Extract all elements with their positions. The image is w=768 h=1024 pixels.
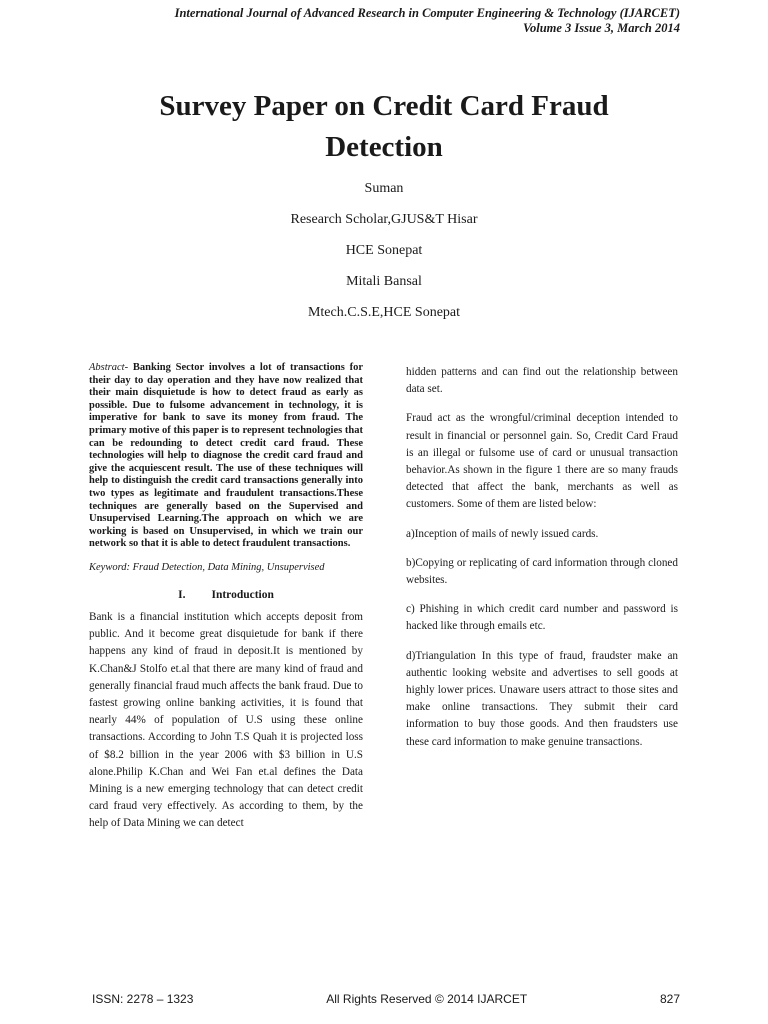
list-item-b: b)Copying or replicating of card information through cloned websites. — [406, 556, 678, 587]
list-item-d: d)Triangulation In this type of fraud, fraudster make an authentic looking website and advertises to sell goods at highly lower prices. Unaware users attract to those sites and make online transactions. They submit their card information to buy those goods. And then fraudsters use these card information to make genuine transactions. — [406, 649, 678, 748]
journal-name: International Journal of Advanced Research in Computer Engineering & Technology (IJARCET) — [174, 6, 680, 20]
title-line-2: Detection — [325, 131, 443, 163]
keywords: Keyword: Fraud Detection, Data Mining, Unsupervised — [89, 561, 325, 573]
paper-title — [84, 86, 684, 168]
abstract-text: Banking Sector involves a lot of transactions for their day to day operation and they have now realized that their main disquietude is how to detect fraud as early as possible. Due to fulsome advancement in technology, it is imperative for bank to save its money from fraud. The primary motive of this paper is to represent technologies that can be redounding to detect credit card fraud. These technologies will help to diagnose the credit card fraud and give the acquiescent result. The use of these techniques will help to distinguish the credit card transactions generally into two types as legitimate and fraudulent transactions.These techniques are generally based on the Supervised and Unsupervised Learning.The approach on which we are working is based on Unsupervised, in which we train our network so that it is able to detect fraudulent transactions. — [89, 362, 363, 550]
section-number: I. — [178, 588, 186, 601]
paragraph-continued: hidden patterns and can find out the relationship between data set. — [406, 366, 678, 396]
author-affiliation-2: Mtech.C.S.E,HCE Sonepat — [307, 305, 461, 320]
section-title: Introduction — [211, 588, 274, 601]
list-item-a: a)Inception of mails of newly issued cards. — [406, 527, 599, 540]
author-affiliation-1a: Research Scholar,GJUS&T Hisar — [290, 212, 478, 227]
author-affiliation-1b: HCE Sonepat — [345, 243, 423, 258]
intro-paragraph: Bank is a financial institution which accepts deposit from public. And it become great disquietude for bank if there happens any kind of fraud in deposit.It is mentioned by K.Chan&J Stolfo et.al that there are many kind of fraud and generally financial fraud much affects the bank fraud. Due to fastest growing online banking activities, it is found that nearly 44% of population of U.S using these online transactions. According to John T.S Quah it is projected loss of $8.2 billion in the year 2006 with $3 billion in U.S alone.Philip K.Chan and Wei Fan et.al defines the Data Mining is a new emerging technology that can detect credit card fraud very effectively. As according to them, by the help of Data Mining we can detect — [89, 610, 363, 830]
left-column — [89, 362, 363, 845]
list-item-c: c) Phishing in which credit card number and password is hacked like through emails etc. — [406, 603, 678, 633]
paragraph-fraud-definition: Fraud act as the wrongful/criminal deception intended to result in financial or personnel gain. So, Credit Card Fraud is an illegal or fulsome use of card or unusual transaction behavior.As shown in the figure 1 there are so many frauds detected that affect the bank, merchants as well as customers. Some of them are listed below: — [406, 412, 678, 511]
page-footer — [92, 990, 680, 1008]
section-heading-introduction — [89, 589, 363, 601]
abstract — [89, 362, 363, 551]
footer-page-number: 827 — [659, 992, 680, 1006]
abstract-label: Abstract- — [89, 362, 129, 373]
author-name-2: Mitali Bansal — [346, 274, 422, 289]
journal-issue: Volume 3 Issue 3, March 2014 — [523, 21, 680, 35]
right-column — [406, 364, 678, 763]
author-name-1: Suman — [364, 181, 404, 196]
footer-rights: All Rights Reserved © 2014 IJARCET — [326, 992, 528, 1006]
footer-issn: ISSN: 2278 – 1323 — [92, 992, 194, 1006]
title-line-1: Survey Paper on Credit Card Fraud — [159, 90, 609, 122]
author-block — [84, 178, 684, 333]
journal-header — [80, 6, 680, 36]
